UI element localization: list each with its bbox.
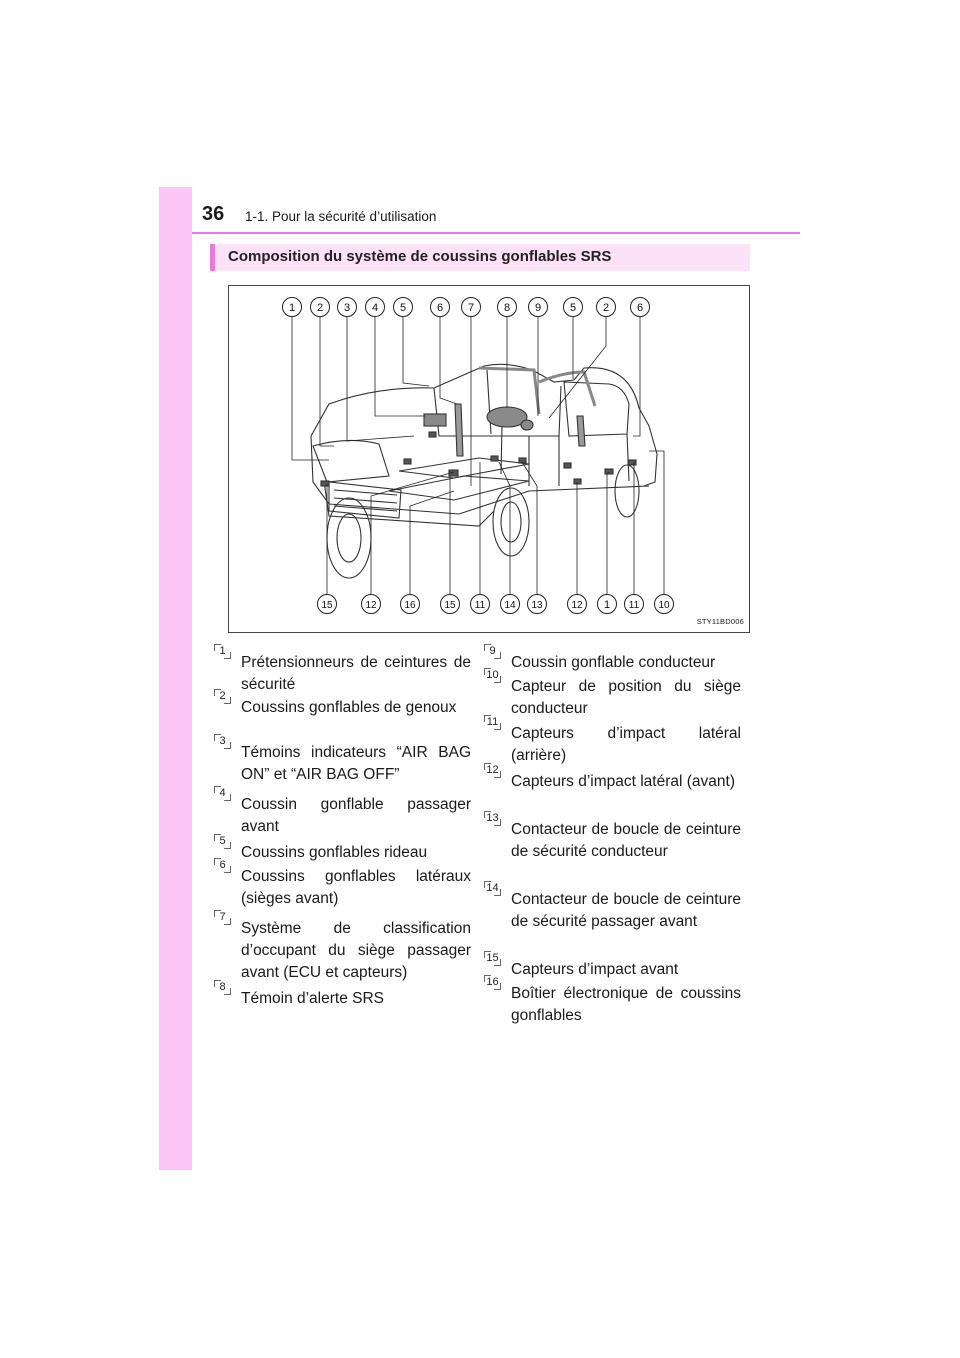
- legend-number-16: 16: [484, 975, 501, 990]
- legend-number-3: 3: [214, 734, 231, 749]
- legend-text-14: Contacteur de boucle de ceinture de sécurité passager avant: [511, 891, 741, 930]
- legend-number-1: 1: [214, 644, 231, 659]
- legend-text-3: Témoins indicateurs “AIR BAG ON” et “AIR BAG OFF”: [241, 744, 471, 783]
- legend-text-8: Témoin d’alerte SRS: [241, 990, 385, 1007]
- legend-number-14: 14: [484, 881, 501, 896]
- legend-text-9: Coussin gonflable conducteur: [511, 654, 716, 671]
- top-callout-label-4: 4: [371, 302, 379, 314]
- bottom-callout-label-11: 10: [658, 600, 670, 611]
- legend-text-16: Boîtier électronique de coussins gonflables: [511, 985, 741, 1024]
- bottom-callout-label-8: 12: [571, 600, 583, 611]
- legend-item-8: [219, 981, 471, 1010]
- legend-text-11: Capteurs d’impact latéral (arrière): [511, 725, 741, 764]
- top-callout-label-10: 5: [569, 302, 577, 314]
- legend-text-2: Coussins gonflables de genoux: [241, 699, 457, 716]
- bottom-callout-label-6: 14: [504, 600, 516, 611]
- legend-number-11: 11: [484, 715, 501, 730]
- bottom-callout-label-7: 13: [531, 600, 543, 611]
- legend-text-6: Coussins gonflables latéraux (sièges avant): [241, 868, 471, 907]
- legend-item-1: [219, 645, 471, 696]
- legend-item-15: [486, 952, 741, 981]
- top-callout-label-2: 2: [316, 302, 324, 314]
- legend-text-5: Coussins gonflables rideau: [241, 844, 428, 861]
- bottom-callout-label-2: 12: [365, 600, 377, 611]
- top-callout-label-1: 1: [288, 302, 296, 314]
- legend-item-13: [486, 812, 741, 863]
- legend-number-4: 4: [214, 786, 231, 801]
- bottom-callout-group: [318, 595, 674, 614]
- legend-text-15: Capteurs d’impact avant: [511, 961, 679, 978]
- top-callout-label-3: 3: [343, 302, 351, 314]
- vehicle-illustration: [229, 286, 751, 634]
- figure-code: STY11BD006: [696, 617, 744, 626]
- airbag-diagram-figure: [228, 285, 750, 633]
- legend-number-12: 12: [484, 763, 501, 778]
- legend-text-10: Capteur de position du siège conducteur: [511, 678, 741, 717]
- legend-text-4: Coussin gonflable passager avant: [241, 796, 471, 835]
- section-title: Composition du système de coussins gonflables SRS: [228, 248, 612, 265]
- legend-item-9: [489, 645, 741, 674]
- legend-number-5: 5: [214, 834, 231, 849]
- top-callout-label-6: 6: [436, 302, 444, 314]
- bottom-callout-label-1: 15: [321, 600, 333, 611]
- legend-item-6: [219, 859, 471, 910]
- top-callout-label-7: 7: [467, 302, 475, 314]
- legend-number-2: 2: [214, 689, 231, 704]
- legend-item-5: [219, 835, 471, 864]
- legend-number-15: 15: [484, 951, 501, 966]
- bottom-callout-label-10: 11: [628, 600, 640, 611]
- legend-item-12: [486, 764, 741, 793]
- leader-lines: [292, 317, 664, 594]
- page-number: 36: [202, 203, 225, 225]
- legend-number-10: 10: [484, 668, 501, 683]
- legend-text-1: Prétensionneurs de ceintures de sécurité: [241, 654, 471, 693]
- legend-item-11: [486, 716, 741, 767]
- legend-number-9: 9: [484, 644, 501, 659]
- bottom-callout-label-3: 16: [404, 600, 416, 611]
- top-callout-group: [283, 298, 650, 317]
- legend-item-14: [486, 882, 741, 933]
- legend-number-6: 6: [214, 858, 231, 873]
- bottom-callout-label-5: 11: [474, 600, 486, 611]
- top-callout-label-5: 5: [399, 302, 407, 314]
- top-callout-label-9: 9: [534, 302, 542, 314]
- legend-item-3: [219, 735, 471, 786]
- top-callout-label-11: 2: [602, 302, 610, 314]
- side-tab-band: [159, 187, 192, 1170]
- legend-number-8: 8: [214, 980, 231, 995]
- legend-text-12: Capteurs d’impact latéral (avant): [511, 773, 735, 790]
- top-callout-label-12: 6: [636, 302, 644, 314]
- legend-text-13: Contacteur de boucle de ceinture de sécurité conducteur: [511, 821, 741, 860]
- legend-item-2: [219, 690, 471, 719]
- top-callout-label-8: 8: [503, 302, 511, 314]
- header-rule: [192, 232, 800, 234]
- section-title-bar: [210, 244, 750, 271]
- breadcrumb: 1-1. Pour la sécurité d’utilisation: [245, 209, 437, 224]
- bottom-callout-label-9: 1: [603, 599, 611, 611]
- bottom-callout-label-4: 15: [444, 600, 456, 611]
- legend-text-7: Système de classification d’occupant du siège passager avant (ECU et capteurs): [241, 920, 471, 981]
- legend-item-16: [486, 976, 741, 1027]
- legend-item-10: [486, 669, 741, 720]
- legend-number-13: 13: [484, 811, 501, 826]
- legend-item-4: [219, 787, 471, 838]
- legend-item-7: [219, 911, 471, 984]
- legend-number-7: 7: [214, 910, 231, 925]
